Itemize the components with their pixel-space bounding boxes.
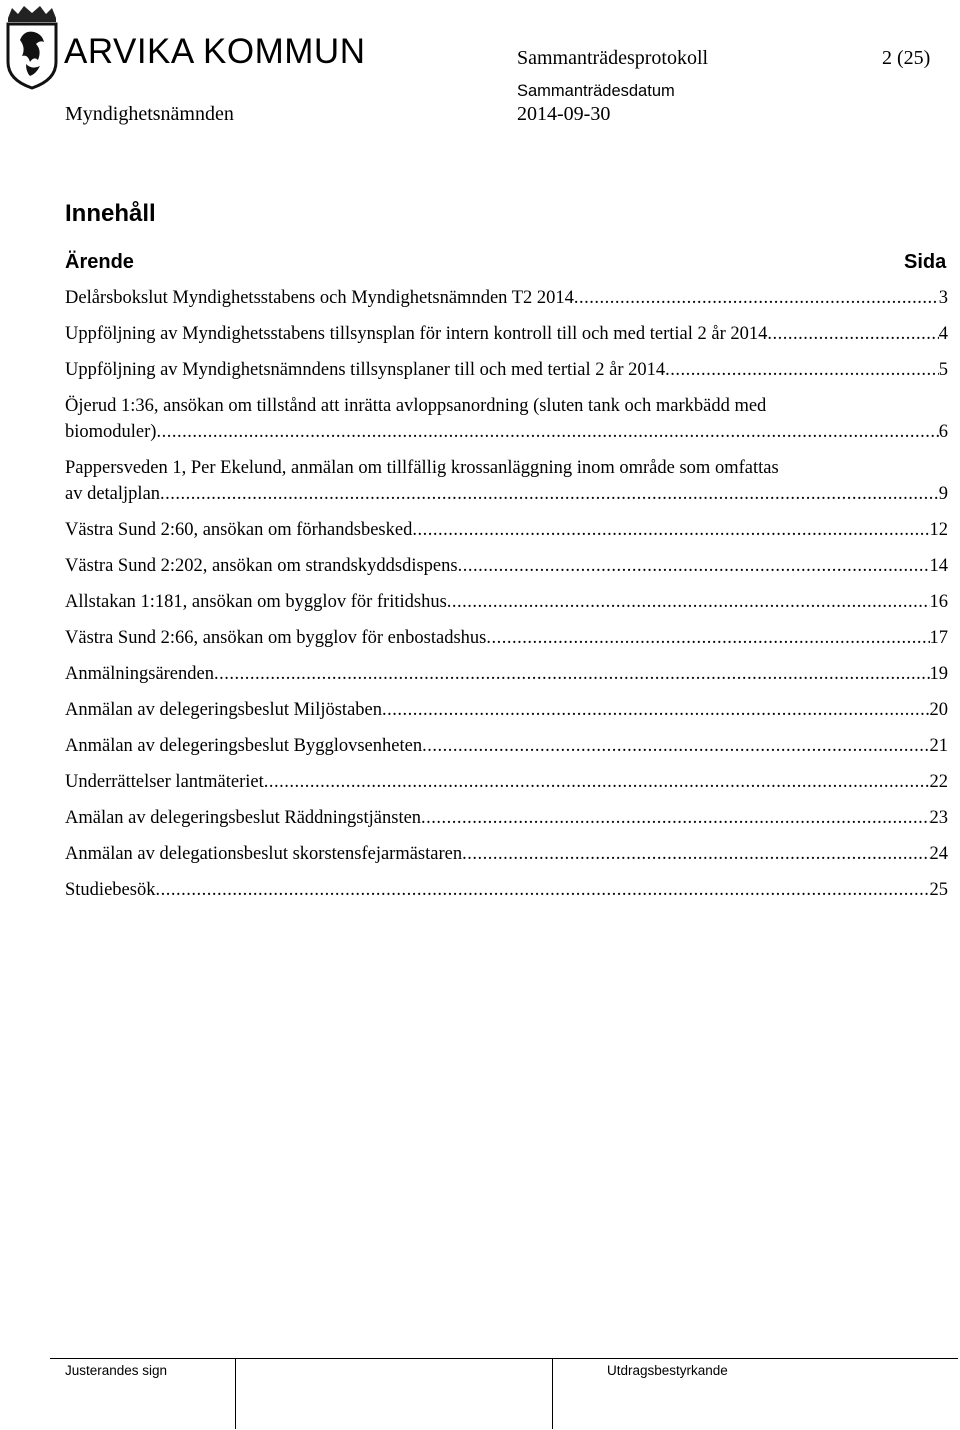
toc-entry-title: Uppföljning av Myndighetsnämndens tillsynsplaner till och med tertial 2 år 2014 bbox=[65, 360, 666, 380]
toc-dot-leader bbox=[421, 805, 929, 831]
toc-entry bbox=[65, 841, 948, 867]
toc-dot-leader bbox=[458, 553, 930, 579]
signature-footer bbox=[50, 1358, 958, 1429]
toc-entry bbox=[65, 877, 948, 903]
coat-of-arms-logo bbox=[2, 4, 62, 90]
toc-entry-page: 16 bbox=[929, 592, 948, 612]
toc-entry-page: 23 bbox=[929, 808, 948, 828]
toc-entry-title: Underrättelser lantmäteriet bbox=[65, 772, 264, 792]
toc-entry bbox=[65, 285, 948, 311]
toc-entry-title: Anmälan av delegationsbeslut skorstensfejarmästaren bbox=[65, 844, 463, 864]
toc-title: Innehåll bbox=[65, 200, 156, 227]
toc-entry-title: biomoduler) bbox=[65, 422, 157, 442]
toc-entry-title: Västra Sund 2:202, ansökan om strandskyddsdispens bbox=[65, 556, 458, 576]
toc-entry-title: av detaljplan bbox=[65, 484, 161, 504]
toc-entry-page: 19 bbox=[929, 664, 948, 684]
toc-entry bbox=[65, 455, 948, 507]
toc-dot-leader bbox=[264, 769, 930, 795]
toc-dot-leader bbox=[486, 625, 929, 651]
toc-dot-leader bbox=[382, 697, 930, 723]
toc-entry-title: Anmälan av delegeringsbeslut Miljöstaben bbox=[65, 700, 382, 720]
toc-dot-leader bbox=[447, 589, 930, 615]
toc-entry bbox=[65, 321, 948, 347]
toc-dot-leader bbox=[214, 661, 930, 687]
toc-dot-leader bbox=[665, 357, 939, 383]
toc-entry bbox=[65, 697, 948, 723]
toc-entry-page: 21 bbox=[929, 736, 948, 756]
toc-entry-page: 25 bbox=[929, 880, 948, 900]
toc-entry bbox=[65, 625, 948, 651]
toc-entry-title: Västra Sund 2:60, ansökan om förhandsbesked bbox=[65, 520, 413, 540]
toc-entry-page: 24 bbox=[929, 844, 948, 864]
toc-dot-leader bbox=[155, 877, 929, 903]
toc-entry-title: Uppföljning av Myndighetsstabens tillsynsplan för intern kontroll till och med tertial 2 år 2014 bbox=[65, 324, 768, 344]
toc-column-item: Ärende bbox=[65, 251, 134, 273]
toc-entry bbox=[65, 769, 948, 795]
toc-entry-page: 17 bbox=[929, 628, 948, 648]
toc-dot-leader bbox=[462, 841, 929, 867]
toc-dot-leader bbox=[422, 733, 929, 759]
toc-entry-title: Anmälningsärenden bbox=[65, 664, 214, 684]
toc-entry-page: 5 bbox=[938, 360, 948, 380]
toc-dot-leader bbox=[160, 481, 939, 507]
toc-entry-page: 9 bbox=[938, 484, 948, 504]
toc-entry-page: 3 bbox=[938, 288, 948, 308]
toc-entry-page: 20 bbox=[929, 700, 948, 720]
toc-entry-page: 12 bbox=[929, 520, 948, 540]
toc-entry bbox=[65, 661, 948, 687]
toc-dot-leader bbox=[767, 321, 938, 347]
table-of-contents bbox=[65, 285, 948, 913]
toc-entry-title: Pappersveden 1, Per Ekelund, anmälan om tillfällig krossanläggning inom område som omfattas bbox=[65, 458, 779, 478]
toc-entry bbox=[65, 393, 948, 445]
toc-entry-page: 4 bbox=[938, 324, 948, 344]
toc-entry bbox=[65, 517, 948, 543]
toc-entry-title: Anmälan av delegeringsbeslut Bygglovsenheten bbox=[65, 736, 423, 756]
toc-entry bbox=[65, 553, 948, 579]
toc-entry bbox=[65, 733, 948, 759]
toc-entry bbox=[65, 589, 948, 615]
toc-entry-page: 6 bbox=[938, 422, 948, 442]
org-wordmark: ARVIKA KOMMUN bbox=[64, 32, 366, 71]
toc-entry bbox=[65, 357, 948, 383]
meeting-date-label: Sammanträdesdatum bbox=[517, 82, 675, 100]
document-type: Sammanträdesprotokoll bbox=[517, 47, 709, 69]
page-indicator: 2 (25) bbox=[882, 47, 931, 69]
toc-dot-leader bbox=[156, 419, 938, 445]
meeting-date: 2014-09-30 bbox=[517, 103, 611, 125]
toc-entry bbox=[65, 805, 948, 831]
toc-dot-leader bbox=[412, 517, 929, 543]
certification-label: Utdragsbestyrkande bbox=[607, 1363, 728, 1378]
toc-entry-page: 22 bbox=[929, 772, 948, 792]
signature-label: Justerandes sign bbox=[65, 1363, 168, 1378]
toc-column-page: Sida bbox=[904, 251, 947, 273]
toc-entry-title: Allstakan 1:181, ansökan om bygglov för fritidshus bbox=[65, 592, 447, 612]
toc-entry-title: Delårsbokslut Myndighetsstabens och Myndighetsnämnden T2 2014 bbox=[65, 288, 574, 308]
toc-entry-title: Studiebesök bbox=[65, 880, 156, 900]
toc-entry-title: Västra Sund 2:66, ansökan om bygglov för enbostadshus bbox=[65, 628, 487, 648]
toc-entry-title: Öjerud 1:36, ansökan om tillstånd att inrätta avloppsanordning (sluten tank och markbädd med bbox=[65, 396, 767, 416]
committee-name: Myndighetsnämnden bbox=[65, 103, 234, 125]
toc-dot-leader bbox=[574, 285, 939, 311]
toc-entry-page: 14 bbox=[929, 556, 948, 576]
toc-entry-title: Amälan av delegeringsbeslut Räddningstjänsten bbox=[65, 808, 422, 828]
